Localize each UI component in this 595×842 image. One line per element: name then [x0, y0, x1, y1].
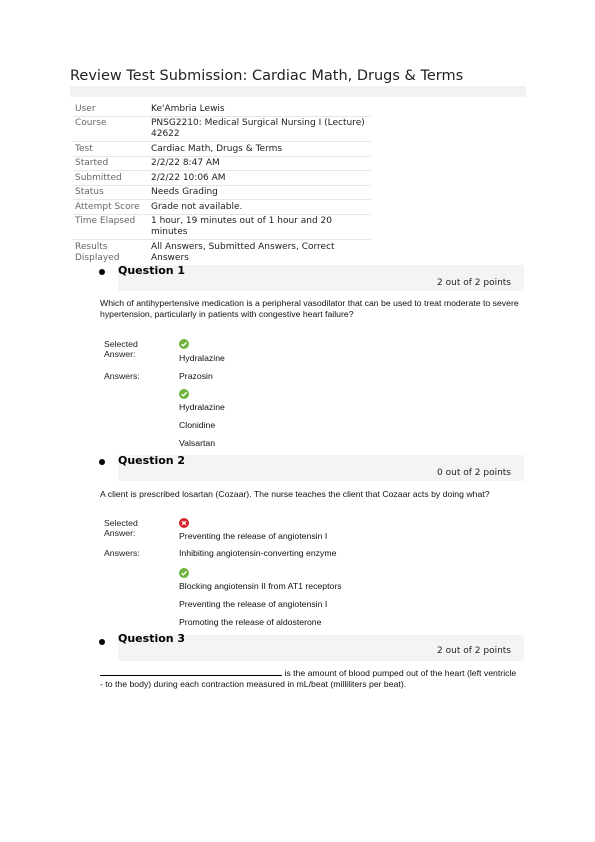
answer-option: Prazosin: [179, 371, 213, 381]
answer-option: Valsartan: [179, 438, 216, 448]
question-points: 2 out of 2 points: [437, 278, 511, 288]
answer-option-correct: Blocking angiotensin II from AT1 receptors: [179, 581, 342, 591]
answer-option: Inhibiting angiotensin-converting enzyme: [179, 548, 337, 558]
answers-label: Answers:: [104, 548, 140, 558]
bullet-icon: [99, 269, 105, 275]
info-label: Attempt Score: [75, 201, 140, 212]
selected-answer-text: Preventing the release of angiotensin I: [179, 531, 328, 541]
info-row-course: [73, 117, 371, 143]
title-bar: [70, 86, 526, 97]
question-points: 2 out of 2 points: [437, 646, 511, 656]
answer-option: Clonidine: [179, 420, 216, 430]
submission-info-table: [73, 102, 371, 265]
info-label: Results Displayed: [75, 241, 120, 263]
info-row-user: [73, 102, 371, 117]
question-title: Question 1: [118, 264, 186, 277]
info-label: Started: [75, 158, 109, 168]
selected-answer-label: Selected Answer:: [104, 518, 138, 538]
info-row-time-elapsed: [73, 215, 371, 241]
info-value: 2/2/22 10:06 AM: [151, 172, 226, 183]
info-label: User: [75, 103, 96, 114]
correct-check-icon: [179, 389, 189, 399]
info-row-status: [73, 186, 371, 201]
info-value: Grade not available.: [151, 201, 243, 212]
question-text: Which of antihypertensive medication is a peripheral vasodilator that can be used to treat moderate to severe hypertension, particularly in patients with congestive heart failure?: [100, 298, 519, 319]
answers-label: Answers:: [104, 371, 140, 381]
question-points: 0 out of 2 points: [437, 468, 511, 478]
correct-check-icon: [179, 568, 189, 578]
info-value: 2/2/22 8:47 AM: [151, 158, 220, 168]
answer-option: Promoting the release of aldosterone: [179, 617, 322, 627]
answer-option-correct: Hydralazine: [179, 402, 225, 412]
info-value: PNSG2210: Medical Surgical Nursing I (Lecture) 42622: [151, 118, 365, 139]
question-text: is the amount of blood pumped out of the heart (left ventricle - to the body) during each contraction measured in mL/beat (milliliters per beat).: [100, 668, 517, 689]
selected-answer-label: Selected Answer:: [104, 339, 138, 359]
info-row-attempt-score: [73, 200, 371, 215]
selected-answer-text: Hydralazine: [179, 353, 225, 363]
correct-check-icon: [179, 339, 189, 349]
info-row-test: [73, 142, 371, 157]
info-value: Needs Grading: [151, 187, 218, 197]
fill-in-blank: [100, 667, 282, 676]
info-value: Ke'Ambria Lewis: [151, 103, 225, 114]
info-value: Cardiac Math, Drugs & Terms: [151, 143, 283, 154]
info-value: 1 hour, 19 minutes out of 1 hour and 20 minutes: [151, 216, 332, 237]
page-title: Review Test Submission: Cardiac Math, Drugs & Terms: [70, 68, 464, 84]
info-label: Test: [75, 143, 93, 154]
info-label: Time Elapsed: [75, 216, 136, 226]
question-title: Question 3: [118, 632, 186, 645]
answer-option: Preventing the release of angiotensin I: [179, 599, 328, 609]
info-row-results-displayed: [73, 240, 371, 265]
info-label: Status: [75, 187, 104, 197]
info-row-started: [73, 157, 371, 172]
info-value: All Answers, Submitted Answers, Correct Answers: [151, 241, 335, 263]
question-text-container: [100, 667, 520, 690]
info-row-submitted: [73, 171, 371, 186]
question-text: A client is prescribed losartan (Cozaar). The nurse teaches the client that Cozaar acts by doing what?: [100, 489, 490, 499]
bullet-icon: [99, 639, 105, 645]
bullet-icon: [99, 459, 105, 465]
info-label: Submitted: [75, 172, 122, 183]
incorrect-x-icon: [179, 518, 189, 528]
question-title: Question 2: [118, 454, 186, 467]
info-label: Course: [75, 118, 107, 128]
